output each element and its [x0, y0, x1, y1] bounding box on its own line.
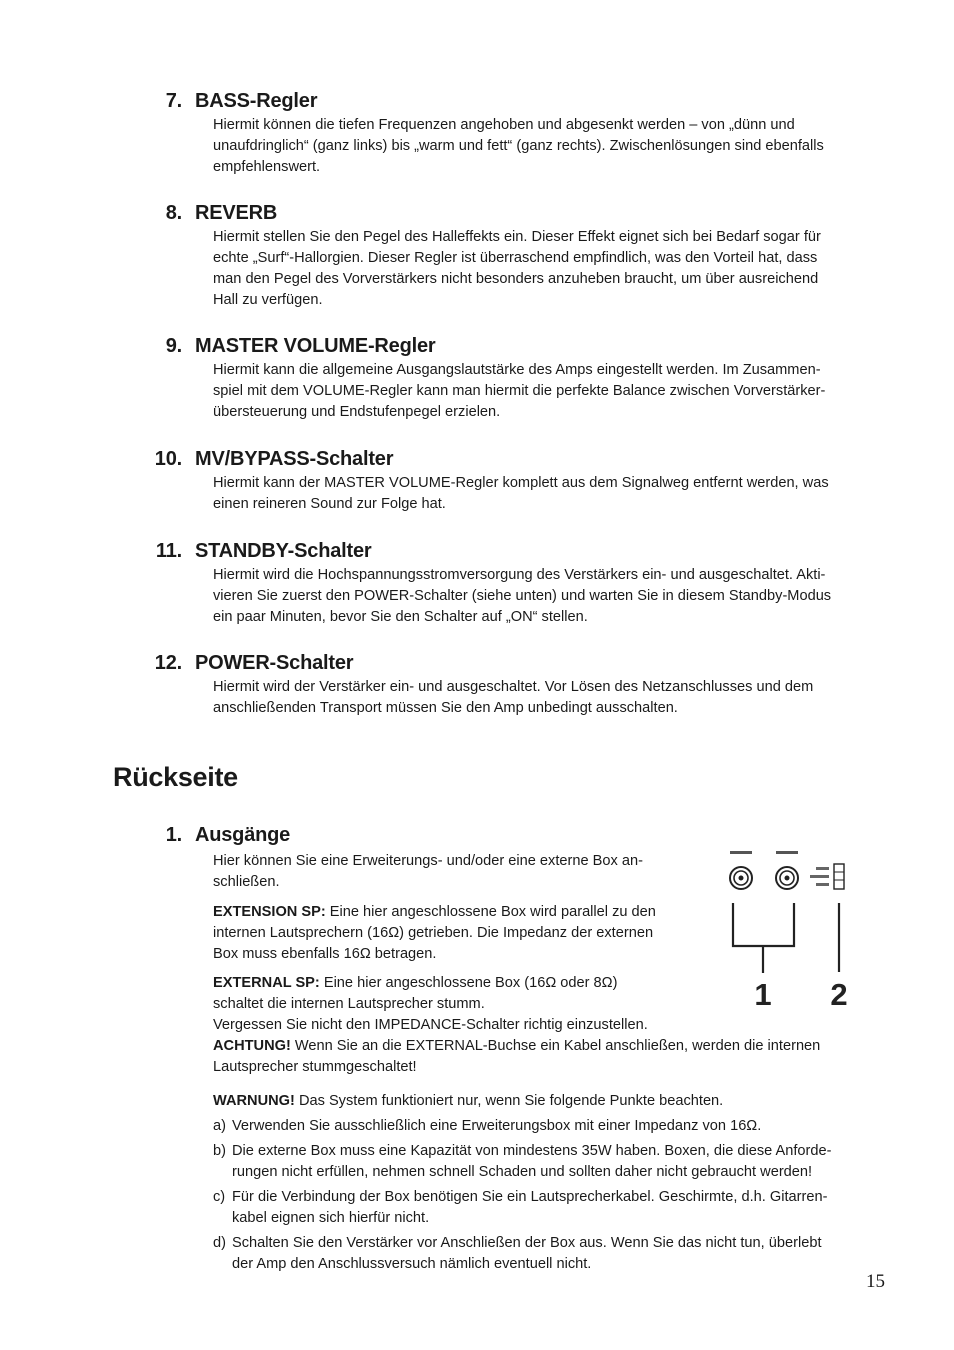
- text-line: Die externe Box muss eine Kapazität von mindestens 35W haben. Boxen, die diese Anforde-: [232, 1143, 832, 1159]
- text-line: Verwenden Sie ausschließlich eine Erweiterungsbox mit einer Impedanz von 16Ω.: [232, 1118, 762, 1134]
- callout-2-label: 2: [830, 977, 848, 1012]
- external-sp-label: EXTERNAL SP:: [213, 975, 320, 991]
- text-line: anschließenden Transport müssen Sie den Amp unbedingt ausschalten.: [213, 700, 678, 716]
- text-line: empfehlenswert.: [213, 159, 321, 175]
- list-item: [213, 1233, 873, 1275]
- text-line: Box muss ebenfalls 16Ω betragen.: [213, 946, 437, 962]
- warning-block: [213, 1091, 873, 1279]
- extension-sp-paragraph: [213, 902, 693, 965]
- jack-label-mark: [730, 851, 752, 854]
- text-line: rungen nicht erfüllen, nehmen schnell Schaden und sollten daher nicht gebraucht werden!: [232, 1164, 813, 1180]
- section-number: 9.: [165, 335, 182, 357]
- text-line: vieren Sie zuerst den POWER-Schalter (siehe unten) und warten Sie in diesem Standby-Modus: [213, 588, 832, 604]
- impedance-switch-icon: [810, 864, 844, 889]
- text-line: Das System funktioniert nur, wenn Sie folgende Punkte beachten.: [294, 1093, 724, 1109]
- warnung-label: WARNUNG!: [213, 1093, 295, 1109]
- section-title: MV/BYPASS-Schalter: [195, 448, 394, 470]
- section-title: MASTER VOLUME-Regler: [195, 335, 436, 357]
- text-line: spiel mit dem VOLUME-Regler kann man hiermit die perfekte Balance zwischen Vorverstärker-: [213, 383, 826, 399]
- list-item-label: c): [213, 1189, 226, 1205]
- list-item: [213, 1141, 873, 1183]
- text-line: Wenn Sie an die EXTERNAL-Buchse ein Kabel anschließen, werden die internen: [290, 1038, 821, 1054]
- text-line: Eine hier angeschlossene Box wird parallel zu den: [325, 904, 656, 920]
- page-number: 15: [866, 1271, 885, 1292]
- text-line: Eine hier angeschlossene Box (16Ω oder 8Ω): [319, 975, 618, 991]
- section-body: [213, 677, 873, 719]
- text-line: schaltet die internen Lautsprecher stumm.: [213, 996, 485, 1012]
- section-title: POWER-Schalter: [195, 652, 354, 674]
- section-title-rear: Rückseite: [113, 762, 238, 792]
- text-line: übersteuerung und Endstufenpegel erzielen.: [213, 404, 501, 420]
- text-line: Hier können Sie eine Erweiterungs- und/oder eine externe Box an-: [213, 853, 643, 869]
- section-title: REVERB: [195, 202, 278, 224]
- jack-label-mark: [776, 851, 798, 854]
- section-number: 10.: [154, 448, 182, 470]
- external-jack-icon: [730, 867, 752, 889]
- text-line: Hall zu verfügen.: [213, 292, 323, 308]
- section-number: 8.: [165, 202, 182, 224]
- text-line: Schalten Sie den Verstärker vor Anschließen der Box aus. Wenn Sie das nicht tun, überlebt: [232, 1235, 822, 1251]
- extension-sp-label: EXTENSION SP:: [213, 904, 326, 920]
- callout-1-bracket: [733, 903, 794, 973]
- section-body: [213, 565, 873, 628]
- section-number: 12.: [154, 652, 182, 674]
- section-body: [213, 227, 873, 311]
- text-line: unaufdringlich“ (ganz links) bis „warm und fett“ (ganz rechts). Zwischenlösungen sind ebenfalls: [213, 138, 824, 154]
- text-line: Vergessen Sie nicht den IMPEDANCE-Schalter richtig einzustellen.: [213, 1017, 648, 1033]
- text-line: man den Pegel des Vorverstärkers nicht besonders anzuheben braucht, um über ausreichend: [213, 271, 819, 287]
- callout-1-label: 1: [754, 977, 772, 1012]
- outputs-intro: [213, 851, 683, 893]
- list-item-label: d): [213, 1235, 226, 1251]
- text-line: internen Lautsprechern (16Ω) getrieben. Die Impedanz der externen: [213, 925, 654, 941]
- text-line: Für die Verbindung der Box benötigen Sie ein Lautsprecherkabel. Geschirmte, d.h. Gitarren-: [232, 1189, 828, 1205]
- text-line: kabel eignen sich hierfür nicht.: [232, 1210, 430, 1226]
- text-line: Hiermit stellen Sie den Pegel des Halleffekts ein. Dieser Effekt eignet sich bei Bedarf sogar für: [213, 229, 821, 245]
- text-line: Lautsprecher stummgeschaltet!: [213, 1059, 417, 1075]
- item-number: 1.: [165, 824, 182, 846]
- achtung-label: ACHTUNG!: [213, 1038, 291, 1054]
- section-body: [213, 473, 873, 515]
- list-item: [213, 1187, 873, 1229]
- section-number: 11.: [155, 540, 182, 562]
- section-number: 7.: [165, 90, 182, 112]
- text-line: der Amp den Anschlussversuch nämlich eventuell nicht.: [232, 1256, 592, 1272]
- item-title: Ausgänge: [195, 824, 291, 846]
- text-line: Hiermit wird die Hochspannungsstromversorgung des Verstärkers ein- und ausgeschaltet. Akti-: [213, 567, 826, 583]
- section-title: STANDBY-Schalter: [195, 540, 372, 562]
- section-title: BASS-Regler: [195, 90, 318, 112]
- text-line: ein paar Minuten, bevor Sie den Schalter auf „ON“ stellen.: [213, 609, 588, 625]
- list-item: [213, 1116, 873, 1137]
- text-line: Hiermit können die tiefen Frequenzen angehoben und abgesenkt werden – von „dünn und: [213, 117, 795, 133]
- text-line: echte „Surf“-Hallorgien. Dieser Regler ist überraschend empfindlich, was den Vorteil hat, dass: [213, 250, 818, 266]
- section-body: [213, 115, 873, 178]
- list-item-label: a): [213, 1118, 226, 1134]
- text-line: Hiermit kann die allgemeine Ausgangslautstärke des Amps eingestellt werden. Im Zusammen-: [213, 362, 821, 378]
- rear-panel-figure: [700, 842, 870, 1022]
- list-item-label: b): [213, 1143, 226, 1159]
- text-line: schließen.: [213, 874, 280, 890]
- section-body: [213, 360, 873, 423]
- text-line: Hiermit wird der Verstärker ein- und ausgeschaltet. Vor Lösen des Netzanschlusses und dem: [213, 679, 814, 695]
- warning-list: [213, 1116, 873, 1275]
- extension-jack-icon: [776, 867, 798, 889]
- text-line: einen reineren Sound zur Folge hat.: [213, 496, 446, 512]
- text-line: Hiermit kann der MASTER VOLUME-Regler komplett aus dem Signalweg entfernt werden, was: [213, 475, 829, 491]
